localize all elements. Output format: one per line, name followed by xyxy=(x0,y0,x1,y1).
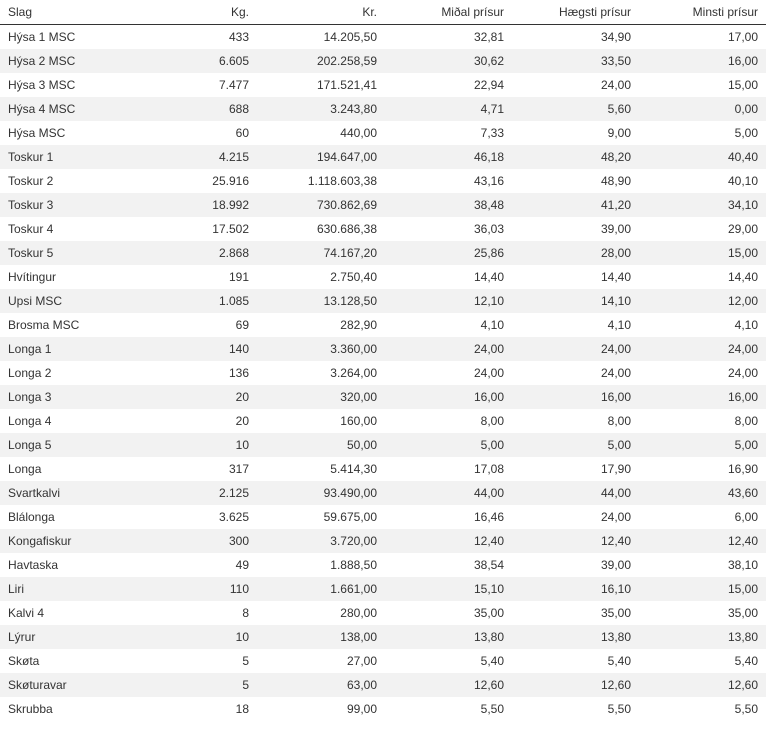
cell-min-price: 16,90 xyxy=(727,462,758,476)
cell-kg: 4.215 xyxy=(133,145,257,169)
table-row xyxy=(0,673,766,697)
cell-kg: 25.916 xyxy=(212,174,249,188)
cell-kg: 60 xyxy=(235,126,249,140)
cell-avg-price: 15,10 xyxy=(385,577,512,601)
cell-kg: 688 xyxy=(133,97,257,121)
cell-species: Liri xyxy=(0,577,133,601)
cell-min-price: 5,00 xyxy=(734,126,758,140)
cell-kg: 2.868 xyxy=(133,241,257,265)
table-body xyxy=(0,25,766,722)
cell-max-price: 34,90 xyxy=(600,30,631,44)
cell-kg: 8 xyxy=(242,606,249,620)
cell-avg-price: 16,46 xyxy=(473,510,504,524)
cell-kr: 3.720,00 xyxy=(257,529,385,553)
table-row xyxy=(0,337,766,361)
cell-min-price: 8,00 xyxy=(734,414,758,428)
cell-avg-price: 46,18 xyxy=(385,145,512,169)
cell-max-price: 12,40 xyxy=(512,529,639,553)
cell-species: Skøta xyxy=(8,654,40,668)
cell-kr: 440,00 xyxy=(340,126,377,140)
cell-min-price: 0,00 xyxy=(639,97,766,121)
cell-avg-price: 5,00 xyxy=(385,433,512,457)
cell-min-price: 24,00 xyxy=(727,366,758,380)
cell-species: Upsi MSC xyxy=(0,289,133,313)
cell-kg: 18 xyxy=(235,702,249,716)
cell-max-price: 5,60 xyxy=(512,97,639,121)
table-row xyxy=(0,385,766,409)
cell-kg: 20 xyxy=(133,385,257,409)
cell-kg: 2.125 xyxy=(133,481,257,505)
cell-kr: 1.118.603,38 xyxy=(307,174,377,188)
cell-max-price: 39,00 xyxy=(600,558,631,572)
cell-min-price: 6,00 xyxy=(734,510,758,524)
cell-kg: 18.992 xyxy=(133,193,257,217)
table-row xyxy=(0,97,766,121)
cell-min-price: 14,40 xyxy=(727,270,758,284)
cell-kg: 433 xyxy=(228,30,249,44)
cell-species: Skøturavar xyxy=(0,673,133,697)
table-row xyxy=(0,193,766,217)
cell-max-price: 16,00 xyxy=(512,385,639,409)
table-row xyxy=(0,457,766,481)
table-row xyxy=(0,289,766,313)
cell-kg: 10 xyxy=(133,625,257,649)
table-row xyxy=(0,601,766,625)
cell-kr: 282,90 xyxy=(340,318,377,332)
cell-avg-price: 44,00 xyxy=(385,481,512,505)
cell-avg-price: 12,40 xyxy=(385,529,512,553)
cell-avg-price: 8,00 xyxy=(480,414,504,428)
table-row xyxy=(0,625,766,649)
cell-kr: 63,00 xyxy=(257,673,385,697)
cell-kg: 10 xyxy=(133,433,257,457)
cell-min-price: 24,00 xyxy=(639,337,766,361)
cell-min-price: 17,00 xyxy=(727,30,758,44)
cell-species: Hýsa 4 MSC xyxy=(0,97,133,121)
cell-kr: 3.360,00 xyxy=(257,337,385,361)
cell-min-price: 12,60 xyxy=(639,673,766,697)
cell-kr: 194.647,00 xyxy=(257,145,385,169)
cell-kg: 6.605 xyxy=(133,49,257,73)
cell-max-price: 12,60 xyxy=(512,673,639,697)
cell-avg-price: 13,80 xyxy=(385,625,512,649)
cell-avg-price: 4,71 xyxy=(385,97,512,121)
column-header-min-price[interactable]: Minsti prísur xyxy=(639,0,766,25)
cell-species: Hvítingur xyxy=(8,270,57,284)
cell-kg: 140 xyxy=(133,337,257,361)
cell-min-price: 15,00 xyxy=(639,241,766,265)
cell-kr: 3.264,00 xyxy=(330,366,377,380)
cell-avg-price: 30,62 xyxy=(385,49,512,73)
cell-avg-price: 5,50 xyxy=(480,702,504,716)
cell-max-price: 24,00 xyxy=(600,78,631,92)
cell-max-price: 33,50 xyxy=(512,49,639,73)
header-row xyxy=(0,0,766,25)
cell-species: Havtaska xyxy=(8,558,59,572)
cell-min-price: 38,10 xyxy=(727,558,758,572)
cell-min-price: 34,10 xyxy=(639,193,766,217)
cell-avg-price: 24,00 xyxy=(473,366,504,380)
cell-kr: 14.205,50 xyxy=(323,30,377,44)
cell-species: Longa 2 xyxy=(8,366,52,380)
cell-avg-price: 4,10 xyxy=(480,318,504,332)
cell-kg: 3.625 xyxy=(218,510,249,524)
cell-avg-price: 12,60 xyxy=(385,673,512,697)
cell-max-price: 14,10 xyxy=(512,289,639,313)
cell-kr: 160,00 xyxy=(340,414,377,428)
cell-kr: 50,00 xyxy=(257,433,385,457)
cell-min-price: 43,60 xyxy=(639,481,766,505)
cell-kr: 202.258,59 xyxy=(257,49,385,73)
table-row xyxy=(0,697,766,721)
cell-kr: 93.490,00 xyxy=(257,481,385,505)
cell-species: Skrubba xyxy=(8,702,53,716)
cell-species: Longa 5 xyxy=(0,433,133,457)
cell-max-price: 4,10 xyxy=(607,318,631,332)
table-row xyxy=(0,433,766,457)
cell-min-price: 13,80 xyxy=(639,625,766,649)
table-row xyxy=(0,361,766,385)
cell-kr: 1.888,50 xyxy=(330,558,377,572)
cell-species: Toskur 2 xyxy=(8,174,54,188)
cell-species: Longa 1 xyxy=(0,337,133,361)
cell-kg: 7.477 xyxy=(218,78,249,92)
cell-species: Blálonga xyxy=(8,510,55,524)
cell-species: Toskur 5 xyxy=(0,241,133,265)
cell-min-price: 12,40 xyxy=(639,529,766,553)
cell-species: Svartkalvi xyxy=(0,481,133,505)
cell-kg: 69 xyxy=(235,318,249,332)
cell-kr: 280,00 xyxy=(340,606,377,620)
cell-min-price: 15,00 xyxy=(639,577,766,601)
table-row xyxy=(0,217,766,241)
cell-avg-price: 38,48 xyxy=(385,193,512,217)
cell-kr: 1.661,00 xyxy=(257,577,385,601)
cell-kg: 49 xyxy=(235,558,249,572)
cell-kr: 5.414,30 xyxy=(330,462,377,476)
cell-kg: 300 xyxy=(133,529,257,553)
column-header-max-price[interactable]: Hægsti prísur xyxy=(512,0,639,25)
table-row xyxy=(0,505,766,529)
cell-species: Kalvi 4 xyxy=(8,606,45,620)
cell-min-price: 40,10 xyxy=(727,174,758,188)
cell-avg-price: 14,40 xyxy=(473,270,504,284)
table-row xyxy=(0,577,766,601)
cell-avg-price: 32,81 xyxy=(473,30,504,44)
cell-avg-price: 12,10 xyxy=(385,289,512,313)
table-row xyxy=(0,49,766,73)
cell-max-price: 24,00 xyxy=(600,510,631,524)
cell-avg-price: 35,00 xyxy=(473,606,504,620)
cell-avg-price: 22,94 xyxy=(473,78,504,92)
table-row xyxy=(0,169,766,193)
cell-species: Hýsa 1 MSC xyxy=(8,30,76,44)
cell-avg-price: 43,16 xyxy=(473,174,504,188)
cell-kg: 20 xyxy=(235,414,249,428)
table-row xyxy=(0,121,766,145)
table-row xyxy=(0,265,766,289)
cell-kr: 320,00 xyxy=(257,385,385,409)
cell-species: Brosma MSC xyxy=(8,318,80,332)
table-row xyxy=(0,145,766,169)
cell-max-price: 41,20 xyxy=(512,193,639,217)
cell-kr: 59.675,00 xyxy=(323,510,377,524)
cell-min-price: 12,00 xyxy=(639,289,766,313)
cell-species: Longa xyxy=(8,462,42,476)
cell-min-price: 5,00 xyxy=(639,433,766,457)
cell-kg: 317 xyxy=(228,462,249,476)
cell-species: Hýsa 3 MSC xyxy=(8,78,76,92)
column-header-species[interactable]: Slag xyxy=(0,0,133,25)
cell-avg-price: 16,00 xyxy=(385,385,512,409)
cell-kg: 110 xyxy=(133,577,257,601)
cell-max-price: 24,00 xyxy=(512,337,639,361)
table-row xyxy=(0,313,766,337)
column-header-kr[interactable]: Kr. xyxy=(257,0,385,25)
cell-kr: 630.686,38 xyxy=(316,222,377,236)
cell-kr: 138,00 xyxy=(257,625,385,649)
cell-min-price: 29,00 xyxy=(727,222,758,236)
cell-species: Longa 4 xyxy=(8,414,52,428)
cell-species: Longa 3 xyxy=(0,385,133,409)
cell-species: Hýsa 2 MSC xyxy=(0,49,133,73)
cell-kr: 99,00 xyxy=(346,702,377,716)
cell-kg: 17.502 xyxy=(212,222,249,236)
cell-avg-price: 36,03 xyxy=(473,222,504,236)
cell-min-price: 4,10 xyxy=(734,318,758,332)
cell-kr: 13.128,50 xyxy=(257,289,385,313)
table-row xyxy=(0,25,766,50)
cell-kr: 171.521,41 xyxy=(316,78,377,92)
column-header-kg[interactable]: Kg. xyxy=(133,0,257,25)
cell-species: Toskur 4 xyxy=(8,222,54,236)
table-header xyxy=(0,0,766,25)
cell-min-price: 35,00 xyxy=(727,606,758,620)
cell-species: Lýrur xyxy=(0,625,133,649)
cell-avg-price: 5,40 xyxy=(480,654,504,668)
cell-species: Kongafiskur xyxy=(0,529,133,553)
cell-species: Hýsa MSC xyxy=(8,126,66,140)
table-row xyxy=(0,529,766,553)
column-header-avg-price[interactable]: Miðal prísur xyxy=(385,0,512,25)
cell-kg: 136 xyxy=(228,366,249,380)
cell-max-price: 35,00 xyxy=(600,606,631,620)
cell-max-price: 13,80 xyxy=(512,625,639,649)
cell-avg-price: 7,33 xyxy=(480,126,504,140)
cell-max-price: 14,40 xyxy=(600,270,631,284)
cell-kr: 27,00 xyxy=(346,654,377,668)
cell-min-price: 40,40 xyxy=(639,145,766,169)
cell-avg-price: 38,54 xyxy=(473,558,504,572)
table-row xyxy=(0,73,766,97)
cell-kr: 3.243,80 xyxy=(257,97,385,121)
table-row xyxy=(0,649,766,673)
cell-min-price: 16,00 xyxy=(639,385,766,409)
table-row xyxy=(0,241,766,265)
cell-kg: 5 xyxy=(133,673,257,697)
cell-min-price: 15,00 xyxy=(727,78,758,92)
cell-max-price: 28,00 xyxy=(512,241,639,265)
cell-kr: 2.750,40 xyxy=(330,270,377,284)
cell-species: Toskur 1 xyxy=(0,145,133,169)
cell-avg-price: 25,86 xyxy=(385,241,512,265)
cell-kg: 5 xyxy=(242,654,249,668)
cell-kr: 74.167,20 xyxy=(257,241,385,265)
cell-kg: 1.085 xyxy=(133,289,257,313)
cell-max-price: 5,00 xyxy=(512,433,639,457)
cell-min-price: 16,00 xyxy=(639,49,766,73)
cell-max-price: 48,20 xyxy=(512,145,639,169)
table-row xyxy=(0,553,766,577)
cell-max-price: 48,90 xyxy=(600,174,631,188)
cell-kg: 191 xyxy=(228,270,249,284)
cell-max-price: 44,00 xyxy=(512,481,639,505)
cell-max-price: 5,40 xyxy=(607,654,631,668)
cell-max-price: 5,50 xyxy=(607,702,631,716)
cell-min-price: 5,40 xyxy=(734,654,758,668)
table-row xyxy=(0,481,766,505)
cell-avg-price: 24,00 xyxy=(385,337,512,361)
cell-max-price: 24,00 xyxy=(600,366,631,380)
cell-species: Toskur 3 xyxy=(0,193,133,217)
cell-min-price: 5,50 xyxy=(734,702,758,716)
cell-kr: 730.862,69 xyxy=(257,193,385,217)
cell-max-price: 9,00 xyxy=(607,126,631,140)
cell-max-price: 17,90 xyxy=(600,462,631,476)
cell-max-price: 39,00 xyxy=(600,222,631,236)
cell-max-price: 16,10 xyxy=(512,577,639,601)
table-row xyxy=(0,409,766,433)
cell-avg-price: 17,08 xyxy=(473,462,504,476)
cell-max-price: 8,00 xyxy=(607,414,631,428)
